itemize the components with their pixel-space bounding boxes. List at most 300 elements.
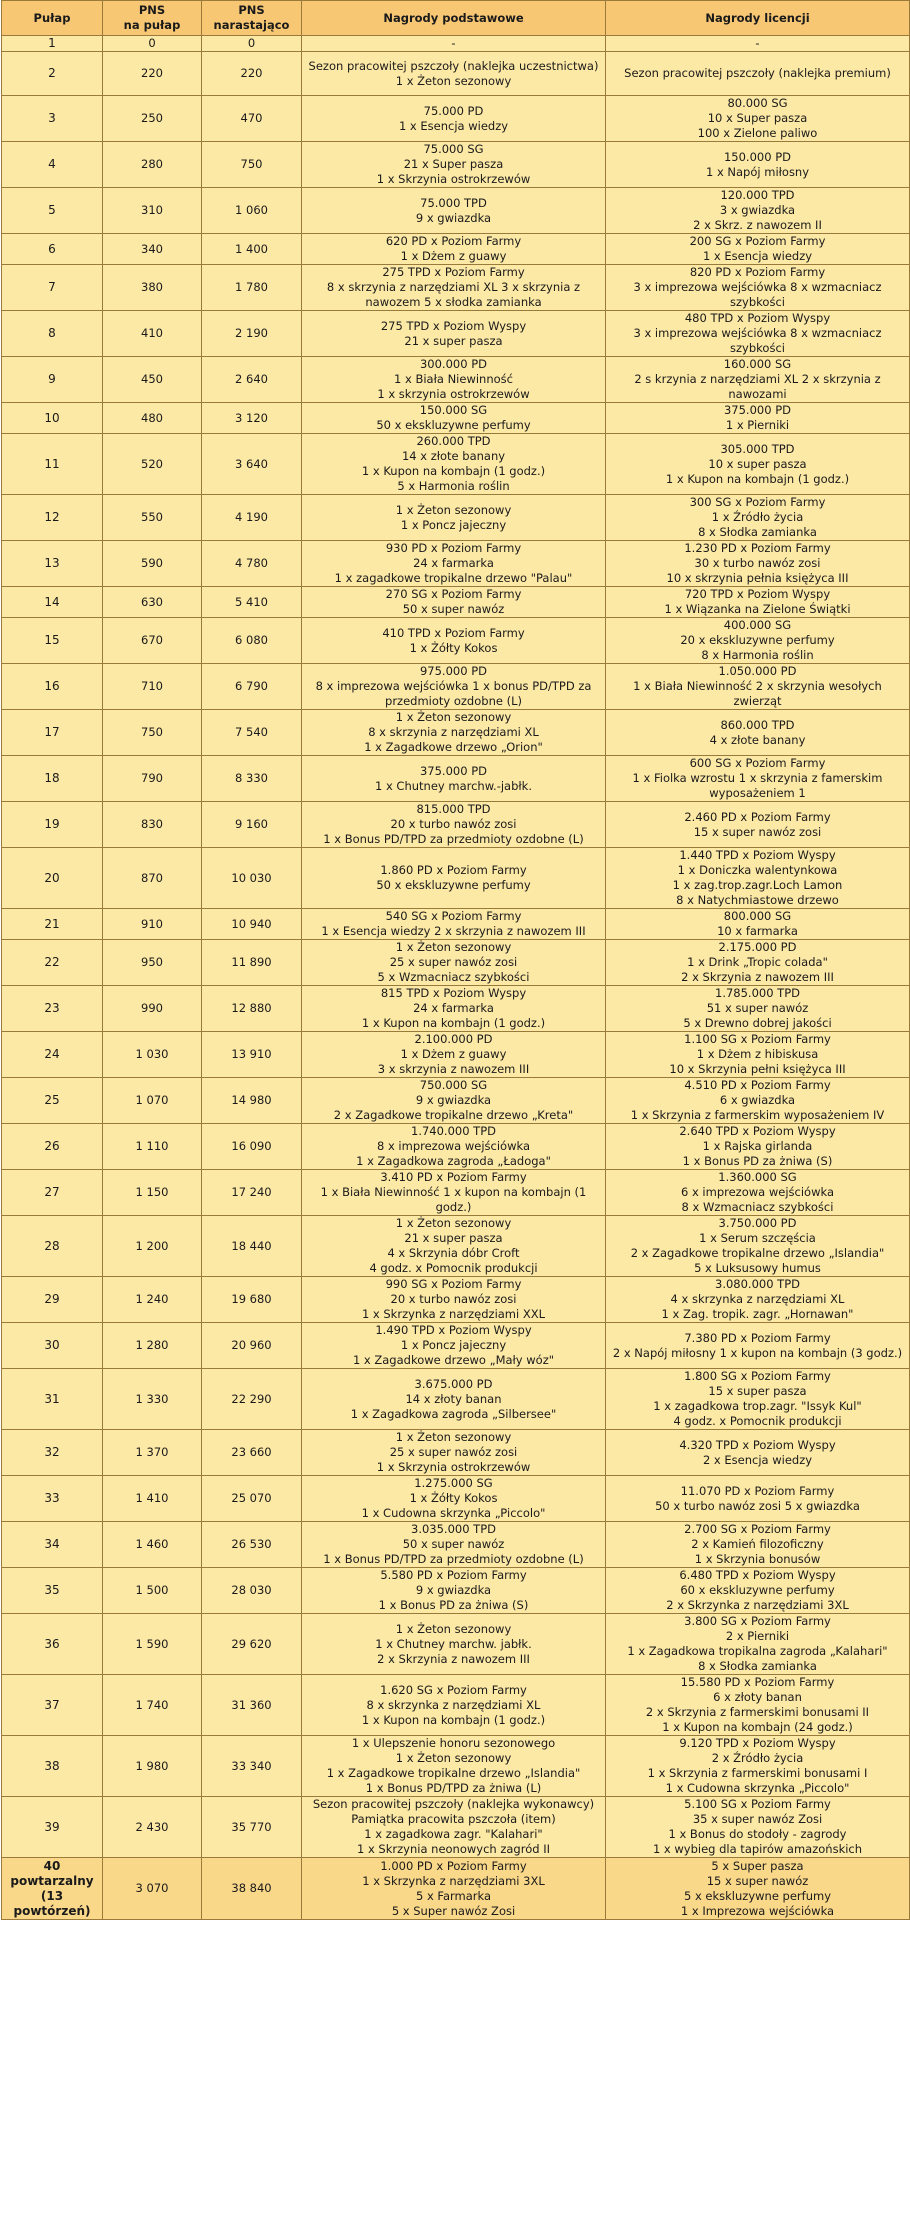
- reward-line: 1.860 PD x Poziom Farmy: [380, 863, 527, 877]
- level-cell: 8: [2, 311, 103, 357]
- level-cell: 5: [2, 188, 103, 234]
- reward-line: 1 x Bonus PD/TPD za żniwa (L): [365, 1781, 542, 1795]
- license-rewards-cell: [606, 986, 910, 1032]
- license-rewards-cell: [606, 1736, 910, 1797]
- reward-line: 6.480 TPD x Poziom Wyspy: [679, 1568, 836, 1582]
- license-rewards-cell: [606, 1476, 910, 1522]
- basic-rewards-cell: [302, 1675, 606, 1736]
- basic-rewards-cell: [302, 36, 606, 52]
- reward-line: 1 x Esencja wiedzy: [398, 118, 509, 133]
- pns-total-cell: 2 640: [202, 357, 302, 403]
- basic-rewards-cell: [302, 1032, 606, 1078]
- basic-rewards-cell: [302, 403, 606, 434]
- basic-rewards-cell: [302, 357, 606, 403]
- license-rewards-cell: [606, 1858, 910, 1920]
- table-row: [2, 311, 910, 357]
- table-row: [2, 52, 910, 96]
- reward-line: 75.000 PD: [423, 103, 484, 118]
- table-row: [2, 1430, 910, 1476]
- table-row: [2, 1568, 910, 1614]
- pns-total-cell: 220: [202, 52, 302, 96]
- table-row: [2, 1476, 910, 1522]
- header-pns-total: PNS narastająco: [202, 1, 302, 36]
- basic-rewards-cell: [302, 234, 606, 265]
- pns-total-cell: 9 160: [202, 802, 302, 848]
- license-rewards-cell: [606, 1522, 910, 1568]
- reward-line: Sezon pracowitej pszczoły (naklejka wykonawcy): [312, 1797, 595, 1811]
- reward-line: 1 x Kupon na kombajn (24 godz.): [662, 1720, 853, 1734]
- reward-line: 3 x gwiazdka: [719, 203, 796, 217]
- license-rewards-cell: [606, 188, 910, 234]
- table-row: [2, 986, 910, 1032]
- header-basic-rewards: Nagrody podstawowe: [302, 1, 606, 36]
- pns-cell: 250: [103, 96, 202, 142]
- reward-line: 3.800 SG x Poziom Farmy: [684, 1614, 831, 1628]
- basic-rewards-cell: [302, 1124, 606, 1170]
- pns-cell: 2 430: [103, 1797, 202, 1858]
- reward-line: 10 x Super pasza: [707, 111, 808, 125]
- pns-cell: 1 590: [103, 1614, 202, 1675]
- reward-line: 1 x Żeton sezonowy: [395, 1751, 512, 1765]
- level-cell: 16: [2, 664, 103, 710]
- basic-rewards-cell: [302, 1170, 606, 1216]
- license-rewards-cell: [606, 1032, 910, 1078]
- table-row: [2, 142, 910, 188]
- reward-line: 1.800 SG x Poziom Farmy: [684, 1369, 831, 1383]
- reward-line: 1.275.000 SG: [414, 1476, 493, 1490]
- reward-line: 1 x Zagadkowe drzewo „Mały wóz": [352, 1353, 555, 1367]
- basic-rewards-cell: [302, 909, 606, 940]
- basic-rewards-cell: [302, 1797, 606, 1858]
- reward-line: 1 x Kupon na kombajn (1 godz.): [665, 471, 850, 486]
- reward-line: 1 x Zagadkowa zagroda „Silbersee": [350, 1406, 557, 1421]
- header-license-rewards: Nagrody licencji: [606, 1, 910, 36]
- pns-cell: 750: [103, 710, 202, 756]
- reward-line: 9.120 TPD x Poziom Wyspy: [679, 1736, 836, 1750]
- table-row: [2, 1797, 910, 1858]
- basic-rewards-cell: [302, 1858, 606, 1920]
- reward-line: 1 x Ulepszenie honoru sezonowego: [351, 1736, 556, 1750]
- reward-line: 305.000 TPD: [720, 441, 795, 456]
- table-header-row: [2, 1, 910, 36]
- reward-line: 1 x Dżem z guawy: [400, 249, 507, 263]
- level-cell: 39: [2, 1797, 103, 1858]
- basic-rewards-cell: [302, 848, 606, 909]
- table-row: [2, 541, 910, 587]
- reward-line: 1 x Pierniki: [725, 418, 790, 432]
- reward-line: 3.035.000 TPD: [411, 1522, 496, 1536]
- reward-line: 1 x Żeton sezonowy: [395, 710, 512, 724]
- pns-total-cell: 10 940: [202, 909, 302, 940]
- pns-cell: 1 030: [103, 1032, 202, 1078]
- reward-line: 620 PD x Poziom Farmy: [385, 234, 522, 248]
- reward-line: 75.000 TPD: [420, 195, 487, 210]
- reward-line: 1 x Źródło życia: [711, 510, 804, 524]
- pns-cell: 450: [103, 357, 202, 403]
- pns-total-cell: 8 330: [202, 756, 302, 802]
- reward-line: 1 x Żółty Kokos: [409, 640, 498, 655]
- pns-cell: 1 410: [103, 1476, 202, 1522]
- level-cell: 35: [2, 1568, 103, 1614]
- reward-line: 2 x Esencja wiedzy: [702, 1452, 813, 1467]
- pns-cell: 790: [103, 756, 202, 802]
- license-rewards-cell: [606, 234, 910, 265]
- basic-rewards-cell: [302, 587, 606, 618]
- reward-line: 1.050.000 PD: [718, 664, 797, 678]
- reward-line: 1 x Skrzynia ostrokrzewów: [376, 172, 531, 186]
- reward-line: 8 x imprezowa wejściówka: [377, 1139, 530, 1153]
- table-row: [2, 36, 910, 52]
- license-rewards-cell: [606, 1568, 910, 1614]
- basic-rewards-cell: [302, 1216, 606, 1277]
- reward-line: 1 x Dżem z hibiskusa: [696, 1047, 819, 1061]
- table-row: [2, 495, 910, 541]
- reward-line: 2 s krzynia z narzędziami XL 2 x skrzynia z nawozami: [634, 372, 881, 401]
- pns-total-cell: 10 030: [202, 848, 302, 909]
- pns-total-cell: 3 640: [202, 434, 302, 495]
- pns-total-cell: 35 770: [202, 1797, 302, 1858]
- reward-line: 2 x Zagadkowe tropikalne drzewo „Islandia": [630, 1246, 885, 1260]
- basic-rewards-cell: [302, 1476, 606, 1522]
- pns-total-cell: 38 840: [202, 1858, 302, 1920]
- reward-line: 1 x Żeton sezonowy: [395, 1216, 512, 1230]
- pns-cell: 710: [103, 664, 202, 710]
- reward-line: 4 x skrzynka z narzędziami XL: [670, 1292, 845, 1306]
- level-cell: 14: [2, 587, 103, 618]
- reward-line: 5 x Super nawóz Zosi: [391, 1903, 516, 1918]
- license-rewards-cell: [606, 1797, 910, 1858]
- pns-cell: 1 500: [103, 1568, 202, 1614]
- reward-line: 51 x super nawóz: [706, 1001, 809, 1015]
- reward-line: 8 x Wzmacniacz szybkości: [681, 1200, 834, 1214]
- reward-line: 1 x Kupon na kombajn (1 godz.): [361, 1016, 546, 1030]
- table-row: [2, 1216, 910, 1277]
- table-row: [2, 1323, 910, 1369]
- license-rewards-cell: [606, 1216, 910, 1277]
- reward-line: 860.000 TPD: [720, 717, 795, 732]
- level-cell: 34: [2, 1522, 103, 1568]
- reward-line: 5.580 PD x Poziom Farmy: [380, 1568, 527, 1582]
- reward-line: 5 x ekskluzywne perfumy: [683, 1888, 832, 1903]
- reward-line: 6 x złoty banan: [713, 1690, 802, 1704]
- table-row: [2, 802, 910, 848]
- reward-line: 1 x zagadkowa zagr. "Kalahari": [364, 1827, 543, 1841]
- level-cell: 20: [2, 848, 103, 909]
- pns-cell: 520: [103, 434, 202, 495]
- basic-rewards-cell: [302, 710, 606, 756]
- reward-line: 4 x złote banany: [709, 732, 806, 747]
- table-row: [2, 1277, 910, 1323]
- reward-line: 1 x Kupon na kombajn (1 godz.): [361, 1712, 546, 1727]
- reward-line: 30 x turbo nawóz zosi: [694, 556, 821, 570]
- table-row: [2, 1078, 910, 1124]
- reward-line: 375.000 PD: [723, 403, 791, 417]
- reward-line: 4 godz. x Pomocnik produkcji: [369, 1261, 538, 1275]
- license-rewards-cell: [606, 1675, 910, 1736]
- reward-line: 150.000 SG: [419, 403, 488, 417]
- reward-line: 3.410 PD x Poziom Farmy: [380, 1170, 527, 1184]
- basic-rewards-cell: [302, 802, 606, 848]
- reward-line: 1 x zagadkowe tropikalne drzewo "Palau": [334, 571, 573, 585]
- pns-total-cell: 7 540: [202, 710, 302, 756]
- reward-line: 275 TPD x Poziom Farmy: [382, 265, 525, 279]
- table-row: [2, 1858, 910, 1920]
- reward-line: 2 x Źródło życia: [711, 1751, 804, 1765]
- pns-cell: 830: [103, 802, 202, 848]
- reward-line: 1.360.000 SG: [718, 1170, 797, 1184]
- reward-line: 815.000 TPD: [416, 802, 491, 816]
- basic-rewards-cell: [302, 1568, 606, 1614]
- license-rewards-cell: [606, 1369, 910, 1430]
- reward-line: 6 x gwiazdka: [719, 1093, 796, 1107]
- reward-line: 1 x Drink „Tropic colada": [687, 955, 828, 969]
- reward-line: 1 x Zagadkowe tropikalne drzewo „Islandia": [326, 1766, 581, 1780]
- pns-total-cell: 1 060: [202, 188, 302, 234]
- pns-total-cell: 22 290: [202, 1369, 302, 1430]
- level-cell: 27: [2, 1170, 103, 1216]
- reward-line: 1 x skrzynia ostrokrzewów: [377, 387, 530, 401]
- table-row: [2, 1369, 910, 1430]
- reward-line: 1 x Rajska girlanda: [702, 1139, 813, 1153]
- license-rewards-cell: [606, 1170, 910, 1216]
- basic-rewards-cell: [302, 52, 606, 96]
- reward-line: 1 x Fiolka wzrostu 1 x skrzynia z famerskim wyposażeniem 1: [632, 771, 883, 800]
- pns-cell: 1 460: [103, 1522, 202, 1568]
- reward-line: 930 PD x Poziom Farmy: [385, 541, 522, 555]
- reward-line: 24 x farmarka: [413, 556, 494, 570]
- reward-line: 270 SG x Poziom Farmy: [385, 587, 522, 601]
- license-rewards-cell: [606, 311, 910, 357]
- level-cell: 30: [2, 1323, 103, 1369]
- reward-line: 1 x Poncz jajeczny: [400, 1338, 507, 1352]
- reward-line: 14 x złote banany: [401, 449, 506, 463]
- reward-line: 1 x Skrzynia z farmerskim wyposażeniem IV: [630, 1108, 885, 1122]
- reward-line: 1 x Żeton sezonowy: [395, 940, 512, 954]
- reward-line: 14 x złoty banan: [405, 1391, 502, 1406]
- license-rewards-cell: [606, 1323, 910, 1369]
- reward-line: 1 x zag.trop.zagr.Loch Lamon: [672, 878, 843, 892]
- pns-total-cell: 33 340: [202, 1736, 302, 1797]
- basic-rewards-cell: [302, 1736, 606, 1797]
- level-cell: 11: [2, 434, 103, 495]
- table-row: [2, 1614, 910, 1675]
- pns-total-cell: 26 530: [202, 1522, 302, 1568]
- pns-cell: 1 280: [103, 1323, 202, 1369]
- level-cell: 33: [2, 1476, 103, 1522]
- reward-line: 1 x Chutney marchw. jabłk.: [375, 1636, 532, 1651]
- reward-line: 4.320 TPD x Poziom Wyspy: [679, 1437, 836, 1452]
- reward-line: 1 x Dżem z guawy: [400, 1047, 507, 1061]
- basic-rewards-cell: [302, 188, 606, 234]
- reward-line: Pamiątka pracowita pszczoła (item): [351, 1812, 556, 1826]
- reward-line: 1.230 PD x Poziom Farmy: [684, 541, 831, 555]
- reward-line: 80.000 SG: [727, 96, 788, 110]
- reward-line: 1.740.000 TPD: [411, 1124, 496, 1138]
- table-body: [2, 36, 910, 1920]
- pns-total-cell: 5 410: [202, 587, 302, 618]
- reward-line: 1 x Bonus PD za żniwa (S): [682, 1154, 833, 1168]
- table-row: [2, 1522, 910, 1568]
- reward-line: 20 x turbo nawóz zosi: [390, 1292, 517, 1306]
- level-cell: 22: [2, 940, 103, 986]
- table-row: [2, 234, 910, 265]
- reward-line: 1 x Cudowna skrzynka „Piccolo": [361, 1506, 546, 1520]
- pns-total-cell: 19 680: [202, 1277, 302, 1323]
- reward-line: 1 x Skrzynia z farmerskimi bonusami I: [647, 1766, 868, 1780]
- license-rewards-cell: [606, 848, 910, 909]
- table-row: [2, 756, 910, 802]
- table-row: [2, 1170, 910, 1216]
- basic-rewards-cell: [302, 618, 606, 664]
- reward-line: 35 x super nawóz Zosi: [692, 1812, 823, 1826]
- reward-line: -: [755, 36, 760, 50]
- table-row: [2, 618, 910, 664]
- reward-line: 10 x farmarka: [717, 924, 798, 938]
- pns-total-cell: 6 080: [202, 618, 302, 664]
- license-rewards-cell: [606, 618, 910, 664]
- level-cell: 24: [2, 1032, 103, 1078]
- reward-line: 1 x Wiązanka na Zielone Świątki: [664, 602, 851, 616]
- license-rewards-cell: [606, 52, 910, 96]
- level-cell: 17: [2, 710, 103, 756]
- reward-line: 5 x Wzmacniacz szybkości: [377, 970, 530, 984]
- reward-line: 2 x Skrzynka z narzędziami 3XL: [666, 1598, 849, 1612]
- reward-line: 1 x Skrzynka z narzędziami 3XL: [362, 1873, 545, 1888]
- basic-rewards-cell: [302, 1430, 606, 1476]
- table-row: [2, 940, 910, 986]
- pns-total-cell: 29 620: [202, 1614, 302, 1675]
- reward-line: 21 x super pasza: [404, 1231, 503, 1245]
- reward-line: 3 x imprezowa wejściówka 8 x wzmacniacz szybkości: [633, 280, 882, 309]
- reward-line: 480 TPD x Poziom Wyspy: [684, 311, 831, 325]
- level-cell: 38: [2, 1736, 103, 1797]
- license-rewards-cell: [606, 1277, 910, 1323]
- reward-line: 2 x Pierniki: [725, 1629, 790, 1643]
- pns-total-cell: 1 780: [202, 265, 302, 311]
- reward-line: 1 x Serum szczęścia: [699, 1231, 816, 1245]
- pns-cell: 1 110: [103, 1124, 202, 1170]
- reward-line: 50 x super nawóz: [402, 1537, 505, 1551]
- license-rewards-cell: [606, 940, 910, 986]
- pns-cell: 950: [103, 940, 202, 986]
- license-rewards-cell: [606, 357, 910, 403]
- reward-line: 75.000 SG: [423, 142, 484, 156]
- table-row: [2, 848, 910, 909]
- reward-line: 5 x Farmarka: [415, 1888, 492, 1903]
- license-rewards-cell: [606, 587, 910, 618]
- license-rewards-cell: [606, 710, 910, 756]
- reward-line: 1 x Bonus do stodoły - zagrody: [668, 1827, 847, 1841]
- reward-line: -: [451, 36, 456, 50]
- reward-line: 8 x skrzynia z narzędziami XL 3 x skrzynia z nawozem 5 x słodka zamianka: [326, 280, 581, 309]
- reward-line: 1.440 TPD x Poziom Wyspy: [679, 848, 836, 862]
- reward-line: 720 TPD x Poziom Wyspy: [684, 587, 831, 601]
- reward-line: 8 x skrzynka z narzędziami XL: [366, 1697, 541, 1712]
- reward-line: 50 x ekskluzywne perfumy: [376, 878, 531, 892]
- basic-rewards-cell: [302, 434, 606, 495]
- table-row: [2, 909, 910, 940]
- reward-line: 5 x Harmonia roślin: [397, 479, 510, 493]
- level-cell: 37: [2, 1675, 103, 1736]
- reward-line: 5 x Drewno dobrej jakości: [683, 1016, 832, 1030]
- reward-line: 10 x skrzynia pełnia księżyca III: [666, 571, 849, 585]
- reward-line: 50 x super nawóz: [402, 602, 505, 616]
- reward-line: 1 x Biała Niewinność 1 x kupon na kombajn (1 godz.): [320, 1185, 587, 1214]
- reward-line: 1.620 SG x Poziom Farmy: [380, 1682, 527, 1697]
- table-row: [2, 96, 910, 142]
- level-cell: 3: [2, 96, 103, 142]
- pns-cell: 630: [103, 587, 202, 618]
- basic-rewards-cell: [302, 142, 606, 188]
- reward-line: 5.100 SG x Poziom Farmy: [684, 1797, 831, 1811]
- reward-line: 60 x ekskluzywne perfumy: [680, 1583, 835, 1597]
- basic-rewards-cell: [302, 265, 606, 311]
- reward-line: 2.460 PD x Poziom Farmy: [684, 809, 831, 824]
- reward-line: 20 x ekskluzywne perfumy: [680, 633, 835, 647]
- reward-line: 1 x Żeton sezonowy: [395, 1621, 512, 1636]
- reward-line: 3.750.000 PD: [718, 1216, 797, 1230]
- reward-line: 9 x gwiazdka: [415, 1583, 492, 1597]
- reward-line: 3 x imprezowa wejściówka 8 x wzmacniacz szybkości: [633, 326, 882, 355]
- table-row: [2, 664, 910, 710]
- pns-total-cell: 4 190: [202, 495, 302, 541]
- pns-cell: 340: [103, 234, 202, 265]
- pns-cell: 1 150: [103, 1170, 202, 1216]
- pns-cell: 1 980: [103, 1736, 202, 1797]
- pns-cell: 990: [103, 986, 202, 1032]
- license-rewards-cell: [606, 541, 910, 587]
- reward-line: 1 x Bonus PD/TPD za przedmioty ozdobne (L): [323, 832, 584, 846]
- license-rewards-cell: [606, 1614, 910, 1675]
- license-rewards-cell: [606, 1124, 910, 1170]
- level-cell: 13: [2, 541, 103, 587]
- reward-line: 4.510 PD x Poziom Farmy: [684, 1078, 831, 1092]
- license-rewards-cell: [606, 909, 910, 940]
- basic-rewards-cell: [302, 940, 606, 986]
- pns-total-cell: 13 910: [202, 1032, 302, 1078]
- basic-rewards-cell: [302, 1078, 606, 1124]
- pns-total-cell: 0: [202, 36, 302, 52]
- reward-line: 25 x super nawóz zosi: [389, 955, 518, 969]
- pns-total-cell: 31 360: [202, 1675, 302, 1736]
- reward-line: 1 x Biała Niewinność 2 x skrzynia wesołych zwierząt: [633, 679, 882, 708]
- reward-line: 1 x zagadkowa trop.zagr. "Issyk Kul": [653, 1399, 862, 1413]
- level-cell: 29: [2, 1277, 103, 1323]
- level-cell: 6: [2, 234, 103, 265]
- level-cell: 18: [2, 756, 103, 802]
- level-cell: 32: [2, 1430, 103, 1476]
- pns-total-cell: 12 880: [202, 986, 302, 1032]
- pns-cell: 3 070: [103, 1858, 202, 1920]
- reward-line: 11.070 PD x Poziom Farmy: [680, 1483, 835, 1498]
- level-cell: 15: [2, 618, 103, 664]
- reward-line: 15.580 PD x Poziom Farmy: [680, 1675, 835, 1689]
- reward-line: 7.380 PD x Poziom Farmy: [684, 1330, 831, 1345]
- license-rewards-cell: [606, 96, 910, 142]
- license-rewards-cell: [606, 802, 910, 848]
- reward-line: 2.640 TPD x Poziom Wyspy: [679, 1124, 836, 1138]
- level-cell: 40 powtarzalny (13 powtórzeń): [2, 1858, 103, 1920]
- reward-line: 8 x imprezowa wejściówka 1 x bonus PD/TPD za przedmioty ozdobne (L): [315, 679, 592, 708]
- pns-cell: 380: [103, 265, 202, 311]
- license-rewards-cell: [606, 756, 910, 802]
- reward-line: 100 x Zielone paliwo: [697, 126, 818, 140]
- reward-line: 1 x Zag. tropik. zagr. „Hornawan": [661, 1307, 854, 1321]
- reward-line: 1 x Bonus PD za żniwa (S): [378, 1598, 529, 1612]
- pns-cell: 1 070: [103, 1078, 202, 1124]
- level-cell: 26: [2, 1124, 103, 1170]
- level-cell: 12: [2, 495, 103, 541]
